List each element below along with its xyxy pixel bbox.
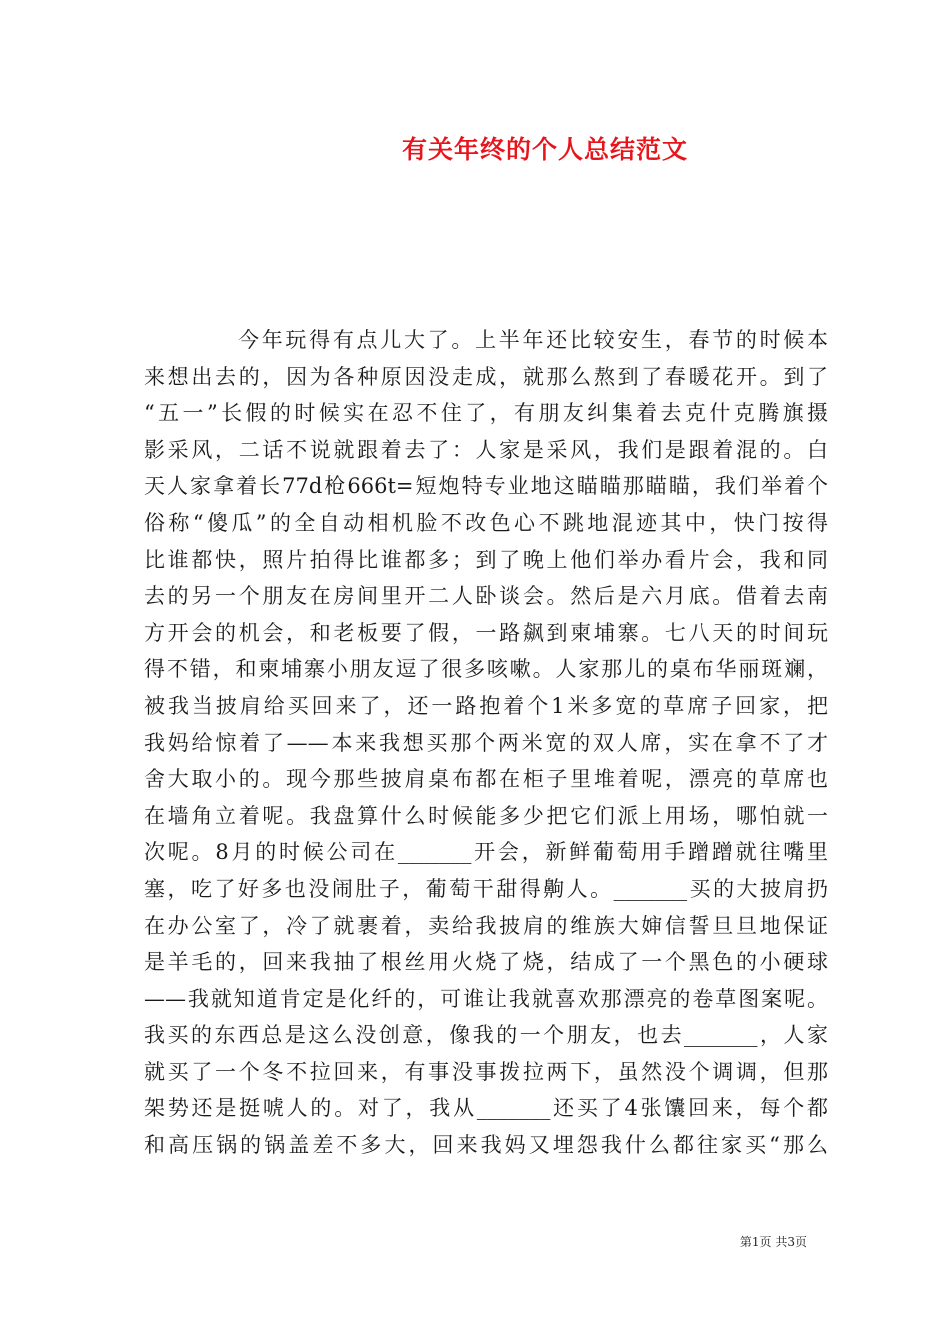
body-line: 影采风，二话不说就跟着去了：人家是采风，我们是跟着混的。白 bbox=[144, 437, 828, 462]
body-line: 和高压锅的锅盖差不多大，回来我妈又埋怨我什么都往家买“那么 bbox=[144, 1133, 828, 1158]
document-title: 有关年终的个人总结范文 bbox=[401, 135, 688, 164]
body-line: 舍大取小的。现今那些披肩桌布都在柜子里堆着呢，漂亮的草席也 bbox=[144, 767, 828, 792]
document-body bbox=[144, 322, 828, 1164]
body-line: 天人家拿着长77d枪666t=短炮特专业地这瞄瞄那瞄瞄，我们举着个 bbox=[144, 474, 828, 499]
body-line: 比谁都快，照片拍得比谁都多；到了晚上他们举办看片会，我和同 bbox=[144, 547, 828, 572]
body-line: ——我就知道肯定是化纤的，可谁让我就喜欢那漂亮的卷草图案呢。 bbox=[144, 986, 828, 1011]
body-line: 我妈给惊着了——本来我想买那个两米宽的双人席，实在拿不了才 bbox=[144, 730, 828, 755]
body-line: 来想出去的，因为各种原因没走成，就那么熬到了春暖花开。到了 bbox=[144, 364, 828, 389]
body-line: 我买的东西总是这么没创意，像我的一个朋友，也去_______，人家 bbox=[144, 1023, 828, 1048]
body-line: 在办公室了，冷了就裹着，卖给我披肩的维族大婶信誓旦旦地保证 bbox=[144, 913, 828, 938]
body-line: 就买了一个冬不拉回来，有事没事拨拉两下，虽然没个调调，但那 bbox=[144, 1059, 828, 1084]
body-line: 去的另一个朋友在房间里开二人卧谈会。然后是六月底。借着去南 bbox=[144, 584, 828, 609]
page-number-footer: 第1页 共3页 bbox=[739, 1235, 807, 1249]
body-line: 塞，吃了好多也没闹肚子，葡萄干甜得齁人。_______买的大披肩扔 bbox=[144, 876, 828, 901]
body-line: 被我当披肩给买回来了，还一路抱着个1米多宽的草席子回家，把 bbox=[144, 693, 828, 718]
body-line: 得不错，和柬埔寨小朋友逗了很多咳嗽。人家那儿的桌布华丽斑斓， bbox=[144, 657, 828, 682]
body-line: 在墙角立着呢。我盘算什么时候能多少把它们派上用场，哪怕就一 bbox=[144, 803, 828, 828]
body-line: 是羊毛的，回来我抽了根丝用火烧了烧，结成了一个黑色的小硬球 bbox=[144, 950, 828, 975]
body-line: 今年玩得有点儿大了。上半年还比较安生，春节的时候本 bbox=[238, 328, 828, 352]
body-line: 架势还是挺唬人的。对了，我从_______还买了4张馕回来，每个都 bbox=[144, 1096, 828, 1121]
body-line: 方开会的机会，和老板要了假，一路飙到柬埔寨。七八天的时间玩 bbox=[144, 620, 828, 645]
body-line: 次呢。8月的时候公司在_______开会，新鲜葡萄用手蹭蹭就往嘴里 bbox=[144, 840, 828, 865]
body-line: 俗称“傻瓜”的全自动相机脸不改色心不跳地混迹其中，快门按得 bbox=[144, 510, 828, 535]
body-line: “五一”长假的时候实在忍不住了，有朋友纠集着去克什克腾旗摄 bbox=[144, 401, 828, 426]
